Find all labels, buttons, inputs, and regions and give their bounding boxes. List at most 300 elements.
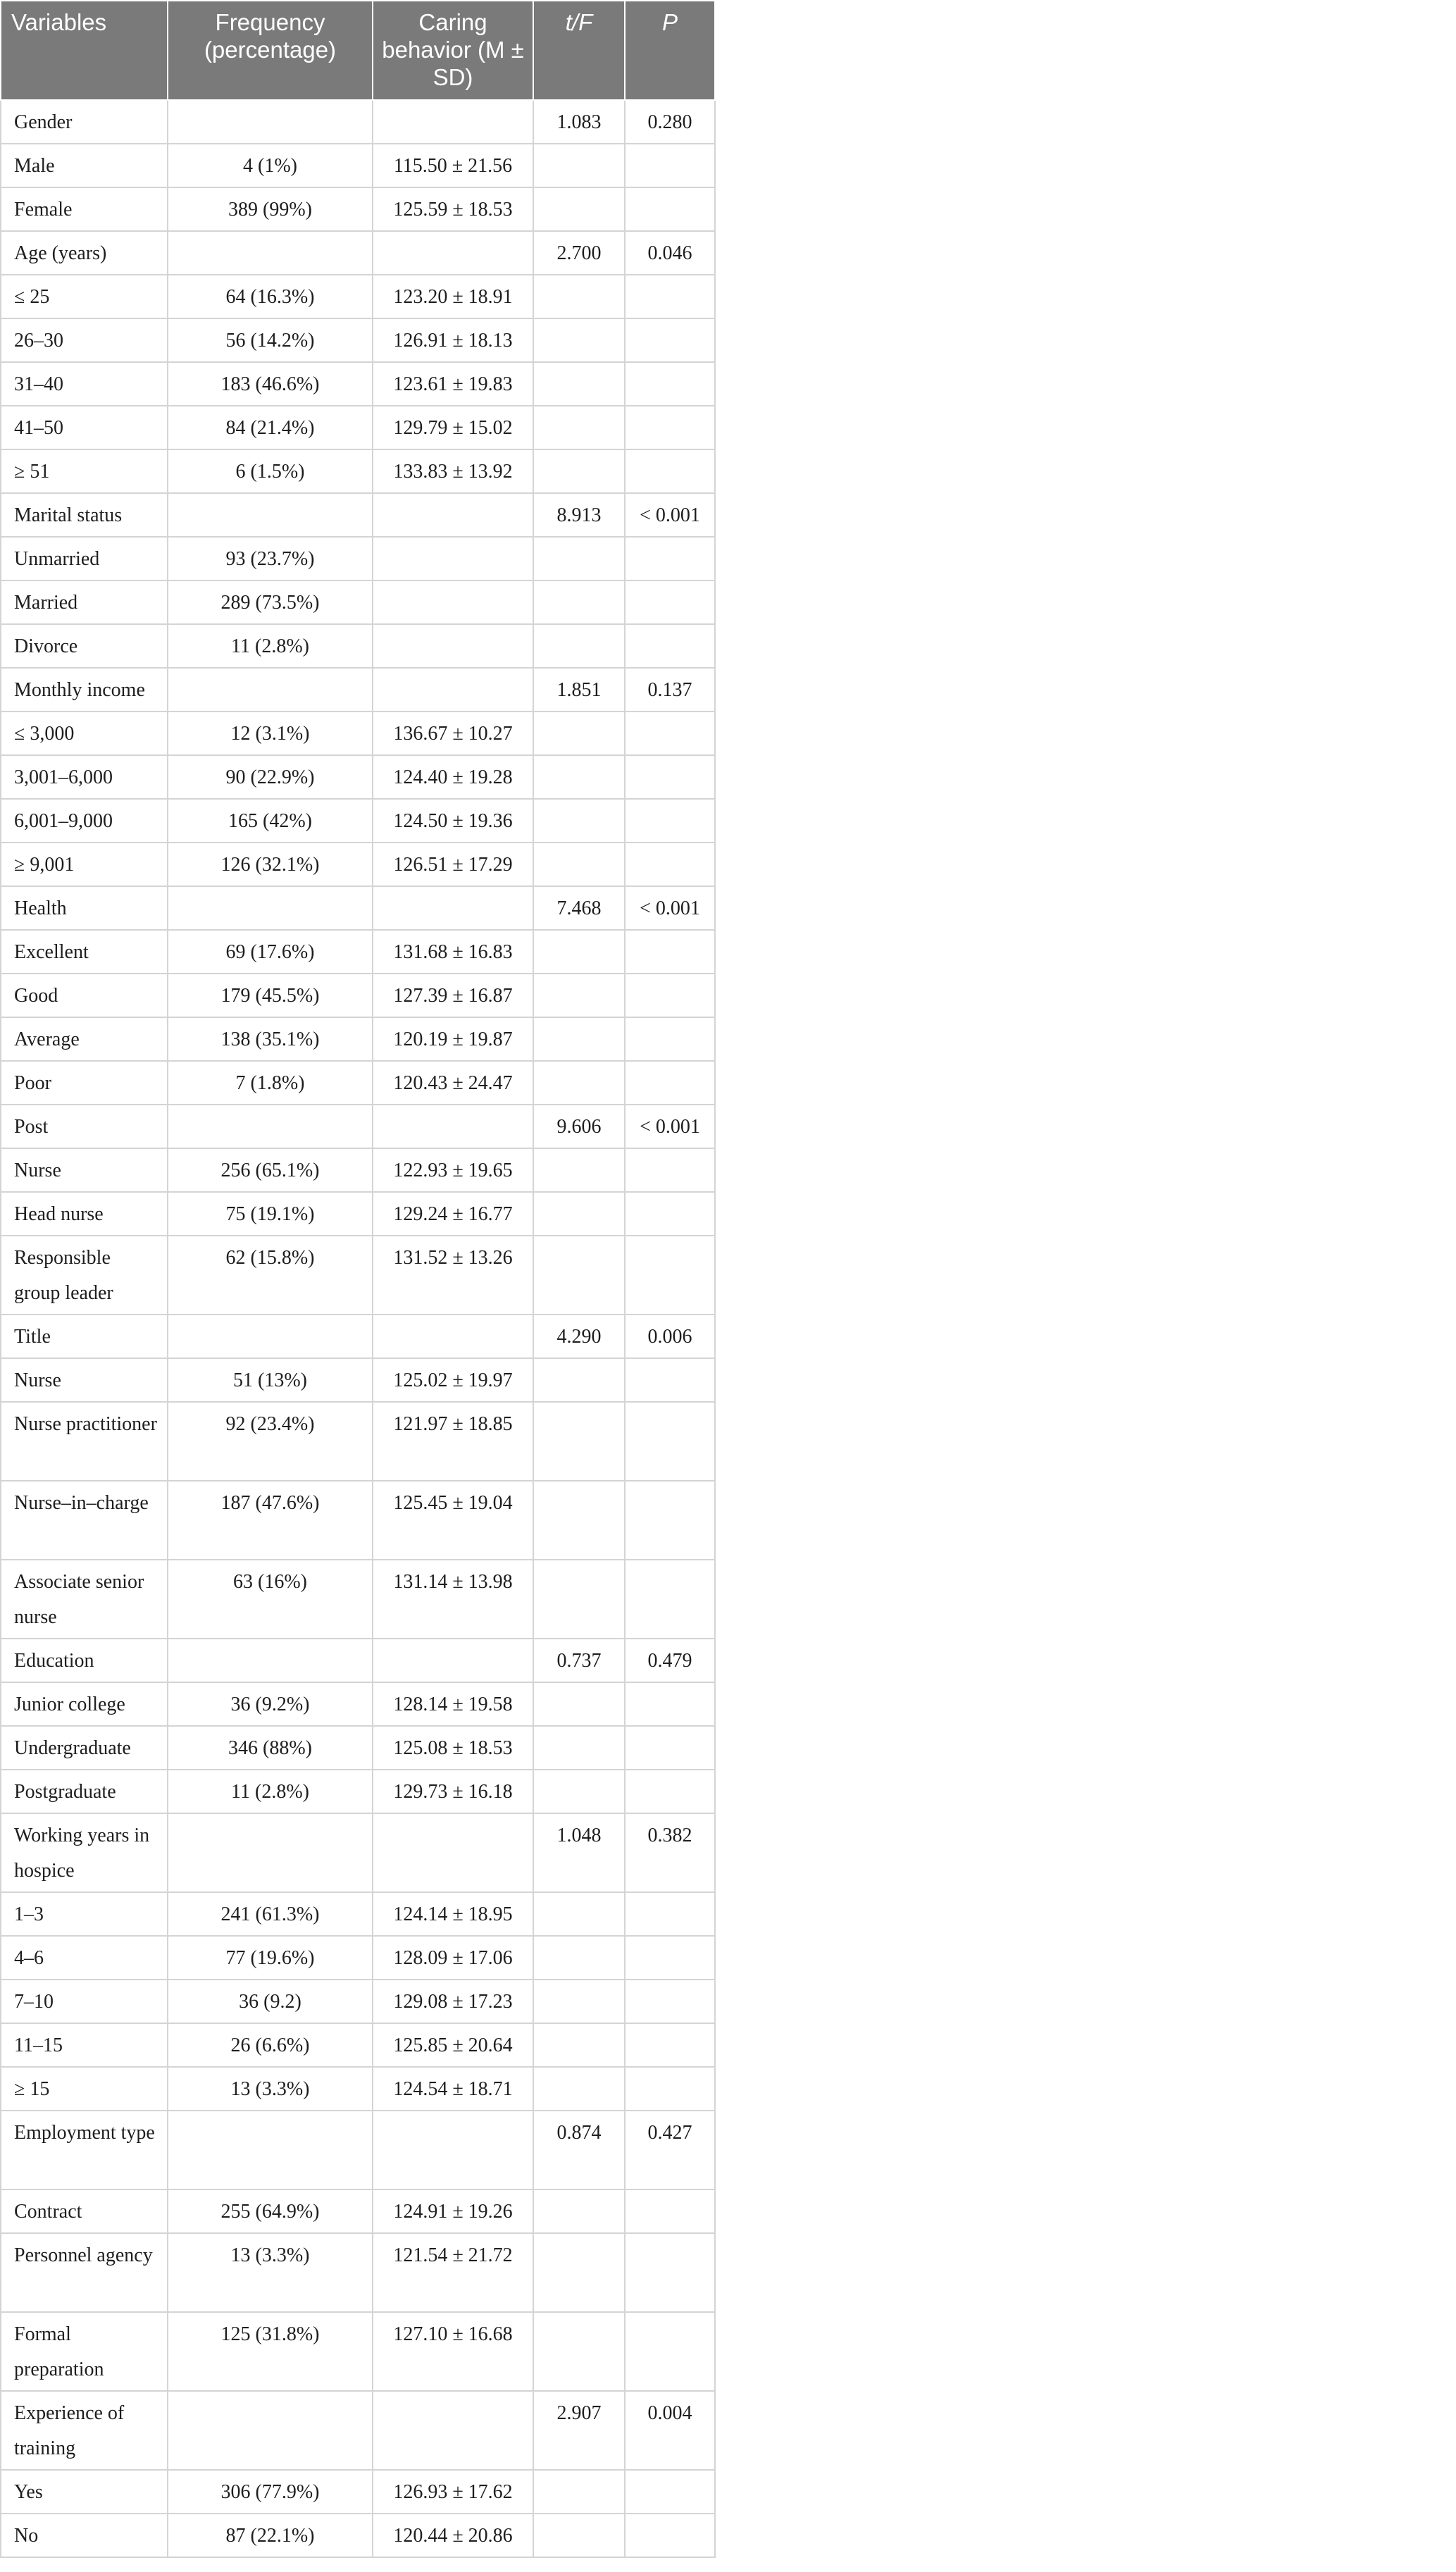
- cell-t-f: [533, 2312, 625, 2391]
- cell-variable: Marital status: [1, 493, 168, 537]
- cell-t-f: [533, 755, 625, 799]
- cell-frequency: 13 (3.3%): [168, 2233, 373, 2312]
- cell-caring-behavior: [373, 580, 533, 624]
- table-row: [1, 1770, 715, 1813]
- cell-variable: Post: [1, 1105, 168, 1148]
- cell-frequency: 90 (22.9%): [168, 755, 373, 799]
- cell-p: [625, 1682, 715, 1726]
- cell-caring-behavior: 129.73 ± 16.18: [373, 1770, 533, 1813]
- cell-p: [625, 1061, 715, 1105]
- cell-variable: Postgraduate: [1, 1770, 168, 1813]
- cell-caring-behavior: 115.50 ± 21.56: [373, 144, 533, 187]
- cell-variable: Experience of training: [1, 2391, 168, 2470]
- cell-t-f: [533, 537, 625, 580]
- cell-caring-behavior: 125.08 ± 18.53: [373, 1726, 533, 1770]
- cell-frequency: 165 (42%): [168, 799, 373, 843]
- cell-variable: Formal preparation: [1, 2312, 168, 2391]
- table-row: [1, 1236, 715, 1315]
- cell-variable: Contract: [1, 2189, 168, 2233]
- cell-t-f: 1.048: [533, 1813, 625, 1892]
- cell-caring-behavior: 125.59 ± 18.53: [373, 187, 533, 231]
- table-row: [1, 1639, 715, 1682]
- cell-t-f: 2.700: [533, 231, 625, 275]
- cell-variable: 3,001–6,000: [1, 755, 168, 799]
- cell-frequency: 346 (88%): [168, 1726, 373, 1770]
- table-row: [1, 2470, 715, 2514]
- table-row: [1, 1402, 715, 1481]
- cell-caring-behavior: 123.61 ± 19.83: [373, 362, 533, 406]
- cell-variable: 7–10: [1, 1980, 168, 2023]
- cell-p: [625, 755, 715, 799]
- cell-variable: Head nurse: [1, 1192, 168, 1236]
- cell-t-f: [533, 1148, 625, 1192]
- cell-caring-behavior: 124.50 ± 19.36: [373, 799, 533, 843]
- cell-variable: Nurse: [1, 1358, 168, 1402]
- cell-variable: Responsible group leader: [1, 1236, 168, 1315]
- cell-t-f: [533, 2023, 625, 2067]
- cell-frequency: 56 (14.2%): [168, 318, 373, 362]
- cell-t-f: [533, 2189, 625, 2233]
- cell-variable: ≥ 51: [1, 449, 168, 493]
- cell-t-f: [533, 406, 625, 449]
- cell-caring-behavior: [373, 231, 533, 275]
- cell-p: [625, 974, 715, 1017]
- cell-frequency: 4 (1%): [168, 144, 373, 187]
- table-row: [1, 668, 715, 712]
- table-row: [1, 1481, 715, 1560]
- table-row: [1, 187, 715, 231]
- cell-p: [625, 2189, 715, 2233]
- cell-caring-behavior: 129.79 ± 15.02: [373, 406, 533, 449]
- cell-p: [625, 1192, 715, 1236]
- table-row: [1, 2111, 715, 2189]
- cell-t-f: [533, 930, 625, 974]
- cell-p: [625, 1402, 715, 1481]
- cell-frequency: 69 (17.6%): [168, 930, 373, 974]
- cell-caring-behavior: 131.14 ± 13.98: [373, 1560, 533, 1639]
- cell-t-f: [533, 580, 625, 624]
- cell-p: [625, 712, 715, 755]
- table-row: [1, 755, 715, 799]
- cell-p: 0.479: [625, 1639, 715, 1682]
- cell-frequency: [168, 100, 373, 144]
- cell-frequency: 187 (47.6%): [168, 1481, 373, 1560]
- cell-frequency: 126 (32.1%): [168, 843, 373, 886]
- cell-caring-behavior: 128.14 ± 19.58: [373, 1682, 533, 1726]
- cell-caring-behavior: [373, 1105, 533, 1148]
- cell-caring-behavior: 125.45 ± 19.04: [373, 1481, 533, 1560]
- cell-caring-behavior: [373, 537, 533, 580]
- cell-p: < 0.001: [625, 493, 715, 537]
- table-row: [1, 2312, 715, 2391]
- cell-caring-behavior: 129.24 ± 16.77: [373, 1192, 533, 1236]
- table-row: [1, 624, 715, 668]
- cell-caring-behavior: 124.91 ± 19.26: [373, 2189, 533, 2233]
- cell-p: 0.382: [625, 1813, 715, 1892]
- cell-p: 0.427: [625, 2111, 715, 2189]
- cell-p: [625, 1892, 715, 1936]
- cell-caring-behavior: 136.67 ± 10.27: [373, 712, 533, 755]
- table-row: [1, 1148, 715, 1192]
- table-row: [1, 1017, 715, 1061]
- cell-frequency: [168, 231, 373, 275]
- cell-caring-behavior: [373, 1813, 533, 1892]
- cell-frequency: 36 (9.2%): [168, 1682, 373, 1726]
- table-row: [1, 2067, 715, 2111]
- cell-frequency: 183 (46.6%): [168, 362, 373, 406]
- cell-frequency: [168, 493, 373, 537]
- cell-variable: Married: [1, 580, 168, 624]
- cell-frequency: 84 (21.4%): [168, 406, 373, 449]
- cell-p: [625, 362, 715, 406]
- cell-caring-behavior: 131.52 ± 13.26: [373, 1236, 533, 1315]
- cell-frequency: [168, 1315, 373, 1358]
- cell-t-f: [533, 187, 625, 231]
- cell-variable: Nurse practitioner: [1, 1402, 168, 1481]
- cell-frequency: [168, 1639, 373, 1682]
- table-header: [1, 1, 715, 100]
- cell-variable: 26–30: [1, 318, 168, 362]
- cell-frequency: 306 (77.9%): [168, 2470, 373, 2514]
- cell-variable: Yes: [1, 2470, 168, 2514]
- data-table: [0, 0, 716, 2558]
- cell-t-f: [533, 712, 625, 755]
- cell-p: [625, 406, 715, 449]
- cell-frequency: [168, 886, 373, 930]
- cell-p: [625, 537, 715, 580]
- cell-frequency: 6 (1.5%): [168, 449, 373, 493]
- cell-t-f: [533, 1236, 625, 1315]
- cell-frequency: 93 (23.7%): [168, 537, 373, 580]
- cell-t-f: 1.851: [533, 668, 625, 712]
- cell-p: [625, 1148, 715, 1192]
- cell-variable: Gender: [1, 100, 168, 144]
- cell-p: [625, 1980, 715, 2023]
- cell-t-f: [533, 275, 625, 318]
- cell-p: 0.137: [625, 668, 715, 712]
- cell-t-f: [533, 1481, 625, 1560]
- cell-variable: Working years in hospice: [1, 1813, 168, 1892]
- cell-p: [625, 843, 715, 886]
- cell-caring-behavior: [373, 1639, 533, 1682]
- cell-p: 0.004: [625, 2391, 715, 2470]
- cell-p: 0.006: [625, 1315, 715, 1358]
- cell-caring-behavior: 124.14 ± 18.95: [373, 1892, 533, 1936]
- cell-caring-behavior: 133.83 ± 13.92: [373, 449, 533, 493]
- header-variables: Variables: [1, 1, 168, 100]
- cell-caring-behavior: 126.91 ± 18.13: [373, 318, 533, 362]
- cell-t-f: 0.737: [533, 1639, 625, 1682]
- table-row: [1, 2189, 715, 2233]
- cell-t-f: [533, 1980, 625, 2023]
- cell-t-f: [533, 799, 625, 843]
- cell-caring-behavior: 123.20 ± 18.91: [373, 275, 533, 318]
- cell-variable: Employment type: [1, 2111, 168, 2189]
- cell-frequency: 11 (2.8%): [168, 1770, 373, 1813]
- cell-frequency: 389 (99%): [168, 187, 373, 231]
- cell-frequency: 289 (73.5%): [168, 580, 373, 624]
- cell-p: [625, 624, 715, 668]
- cell-variable: Nurse: [1, 1148, 168, 1192]
- cell-p: [625, 187, 715, 231]
- table-row: [1, 1936, 715, 1980]
- cell-frequency: 13 (3.3%): [168, 2067, 373, 2111]
- cell-caring-behavior: 125.85 ± 20.64: [373, 2023, 533, 2067]
- cell-frequency: 87 (22.1%): [168, 2514, 373, 2557]
- cell-variable: Undergraduate: [1, 1726, 168, 1770]
- cell-variable: Nurse–in–charge: [1, 1481, 168, 1560]
- cell-variable: Male: [1, 144, 168, 187]
- cell-variable: ≤ 25: [1, 275, 168, 318]
- cell-frequency: 256 (65.1%): [168, 1148, 373, 1192]
- cell-t-f: [533, 1770, 625, 1813]
- cell-frequency: [168, 1105, 373, 1148]
- cell-variable: ≥ 9,001: [1, 843, 168, 886]
- table-row: [1, 799, 715, 843]
- table-row: [1, 493, 715, 537]
- cell-p: [625, 2023, 715, 2067]
- cell-frequency: 75 (19.1%): [168, 1192, 373, 1236]
- header-p-label: P: [661, 9, 678, 35]
- cell-t-f: [533, 2233, 625, 2312]
- cell-caring-behavior: 126.93 ± 17.62: [373, 2470, 533, 2514]
- cell-p: [625, 318, 715, 362]
- cell-t-f: [533, 1402, 625, 1481]
- cell-t-f: [533, 1358, 625, 1402]
- header-caring-behavior: Caring behavior (M ± SD): [373, 1, 533, 100]
- cell-t-f: [533, 624, 625, 668]
- table-body: [1, 100, 715, 2557]
- header-p: [625, 1, 715, 100]
- table-row: [1, 2391, 715, 2470]
- cell-variable: Junior college: [1, 1682, 168, 1726]
- table-row: [1, 406, 715, 449]
- cell-t-f: [533, 2067, 625, 2111]
- table-row: [1, 974, 715, 1017]
- cell-p: [625, 799, 715, 843]
- cell-p: < 0.001: [625, 886, 715, 930]
- cell-p: [625, 2067, 715, 2111]
- cell-caring-behavior: 131.68 ± 16.83: [373, 930, 533, 974]
- table-row: [1, 1813, 715, 1892]
- cell-frequency: [168, 668, 373, 712]
- table-row: [1, 1682, 715, 1726]
- cell-caring-behavior: [373, 2391, 533, 2470]
- cell-t-f: [533, 2514, 625, 2557]
- table-row: [1, 1192, 715, 1236]
- cell-variable: Good: [1, 974, 168, 1017]
- cell-frequency: 125 (31.8%): [168, 2312, 373, 2391]
- cell-frequency: 26 (6.6%): [168, 2023, 373, 2067]
- cell-p: 0.280: [625, 100, 715, 144]
- cell-caring-behavior: 127.10 ± 16.68: [373, 2312, 533, 2391]
- cell-p: [625, 144, 715, 187]
- cell-variable: Average: [1, 1017, 168, 1061]
- table-row: [1, 843, 715, 886]
- cell-variable: 4–6: [1, 1936, 168, 1980]
- table-row: [1, 1980, 715, 2023]
- header-t-f-label: t/F: [565, 9, 593, 35]
- cell-p: [625, 2233, 715, 2312]
- cell-t-f: [533, 318, 625, 362]
- table-row: [1, 231, 715, 275]
- cell-p: [625, 1936, 715, 1980]
- cell-variable: Education: [1, 1639, 168, 1682]
- table-row: [1, 1892, 715, 1936]
- cell-variable: Personnel agency: [1, 2233, 168, 2312]
- cell-variable: Monthly income: [1, 668, 168, 712]
- cell-p: [625, 1726, 715, 1770]
- cell-p: [625, 2312, 715, 2391]
- cell-p: 0.046: [625, 231, 715, 275]
- cell-frequency: 12 (3.1%): [168, 712, 373, 755]
- cell-t-f: 2.907: [533, 2391, 625, 2470]
- cell-caring-behavior: 120.43 ± 24.47: [373, 1061, 533, 1105]
- cell-frequency: 64 (16.3%): [168, 275, 373, 318]
- cell-frequency: 179 (45.5%): [168, 974, 373, 1017]
- table-container: [0, 0, 714, 2558]
- cell-caring-behavior: 120.19 ± 19.87: [373, 1017, 533, 1061]
- cell-frequency: 62 (15.8%): [168, 1236, 373, 1315]
- table-row: [1, 1726, 715, 1770]
- cell-t-f: 8.913: [533, 493, 625, 537]
- cell-caring-behavior: [373, 1315, 533, 1358]
- cell-p: [625, 1770, 715, 1813]
- cell-caring-behavior: 127.39 ± 16.87: [373, 974, 533, 1017]
- cell-caring-behavior: 125.02 ± 19.97: [373, 1358, 533, 1402]
- cell-variable: Health: [1, 886, 168, 930]
- cell-frequency: [168, 1813, 373, 1892]
- cell-variable: Excellent: [1, 930, 168, 974]
- table-row: [1, 537, 715, 580]
- cell-frequency: 241 (61.3%): [168, 1892, 373, 1936]
- cell-t-f: [533, 1192, 625, 1236]
- cell-frequency: 11 (2.8%): [168, 624, 373, 668]
- cell-frequency: 255 (64.9%): [168, 2189, 373, 2233]
- cell-caring-behavior: [373, 100, 533, 144]
- cell-caring-behavior: [373, 624, 533, 668]
- table-row: [1, 1105, 715, 1148]
- cell-frequency: 77 (19.6%): [168, 1936, 373, 1980]
- cell-p: [625, 1236, 715, 1315]
- cell-variable: Age (years): [1, 231, 168, 275]
- cell-variable: Divorce: [1, 624, 168, 668]
- cell-t-f: [533, 1017, 625, 1061]
- cell-p: [625, 275, 715, 318]
- cell-caring-behavior: 121.54 ± 21.72: [373, 2233, 533, 2312]
- cell-t-f: [533, 1936, 625, 1980]
- cell-variable: ≥ 15: [1, 2067, 168, 2111]
- cell-t-f: [533, 1682, 625, 1726]
- table-row: [1, 144, 715, 187]
- cell-frequency: 7 (1.8%): [168, 1061, 373, 1105]
- cell-caring-behavior: 129.08 ± 17.23: [373, 1980, 533, 2023]
- table-row: [1, 318, 715, 362]
- cell-p: [625, 2514, 715, 2557]
- cell-t-f: [533, 449, 625, 493]
- table-row: [1, 449, 715, 493]
- cell-caring-behavior: 124.40 ± 19.28: [373, 755, 533, 799]
- cell-t-f: 7.468: [533, 886, 625, 930]
- cell-t-f: [533, 1726, 625, 1770]
- cell-variable: 6,001–9,000: [1, 799, 168, 843]
- table-row: [1, 275, 715, 318]
- table-row: [1, 2233, 715, 2312]
- cell-p: [625, 580, 715, 624]
- cell-t-f: [533, 362, 625, 406]
- cell-t-f: [533, 1892, 625, 1936]
- cell-caring-behavior: [373, 668, 533, 712]
- cell-p: [625, 449, 715, 493]
- cell-t-f: [533, 1560, 625, 1639]
- table-row: [1, 100, 715, 144]
- cell-p: [625, 1481, 715, 1560]
- cell-variable: No: [1, 2514, 168, 2557]
- table-row: [1, 930, 715, 974]
- cell-frequency: 36 (9.2): [168, 1980, 373, 2023]
- table-row: [1, 1061, 715, 1105]
- cell-p: [625, 2470, 715, 2514]
- cell-caring-behavior: [373, 493, 533, 537]
- cell-frequency: 138 (35.1%): [168, 1017, 373, 1061]
- cell-caring-behavior: 128.09 ± 17.06: [373, 1936, 533, 1980]
- cell-variable: Unmarried: [1, 537, 168, 580]
- table-row: [1, 1315, 715, 1358]
- cell-variable: 31–40: [1, 362, 168, 406]
- table-row: [1, 1560, 715, 1639]
- cell-t-f: [533, 2470, 625, 2514]
- table-row: [1, 712, 715, 755]
- table-row: [1, 2514, 715, 2557]
- cell-frequency: [168, 2391, 373, 2470]
- table-row: [1, 1358, 715, 1402]
- cell-t-f: 1.083: [533, 100, 625, 144]
- header-t-f: [533, 1, 625, 100]
- cell-t-f: 9.606: [533, 1105, 625, 1148]
- cell-variable: 11–15: [1, 2023, 168, 2067]
- cell-t-f: 4.290: [533, 1315, 625, 1358]
- cell-caring-behavior: 120.44 ± 20.86: [373, 2514, 533, 2557]
- cell-variable: 41–50: [1, 406, 168, 449]
- cell-frequency: 63 (16%): [168, 1560, 373, 1639]
- cell-p: < 0.001: [625, 1105, 715, 1148]
- cell-variable: Title: [1, 1315, 168, 1358]
- cell-t-f: [533, 843, 625, 886]
- cell-t-f: [533, 974, 625, 1017]
- header-frequency: Frequency (percentage): [168, 1, 373, 100]
- table-row: [1, 886, 715, 930]
- table-row: [1, 362, 715, 406]
- table-row: [1, 580, 715, 624]
- cell-variable: Female: [1, 187, 168, 231]
- cell-variable: Associate senior nurse: [1, 1560, 168, 1639]
- cell-variable: ≤ 3,000: [1, 712, 168, 755]
- header-row: [1, 1, 715, 100]
- cell-frequency: 51 (13%): [168, 1358, 373, 1402]
- cell-p: [625, 1560, 715, 1639]
- cell-t-f: 0.874: [533, 2111, 625, 2189]
- cell-caring-behavior: [373, 886, 533, 930]
- cell-caring-behavior: 121.97 ± 18.85: [373, 1402, 533, 1481]
- cell-t-f: [533, 144, 625, 187]
- cell-t-f: [533, 1061, 625, 1105]
- cell-frequency: 92 (23.4%): [168, 1402, 373, 1481]
- cell-caring-behavior: 122.93 ± 19.65: [373, 1148, 533, 1192]
- cell-p: [625, 1358, 715, 1402]
- cell-p: [625, 1017, 715, 1061]
- cell-variable: 1–3: [1, 1892, 168, 1936]
- cell-p: [625, 930, 715, 974]
